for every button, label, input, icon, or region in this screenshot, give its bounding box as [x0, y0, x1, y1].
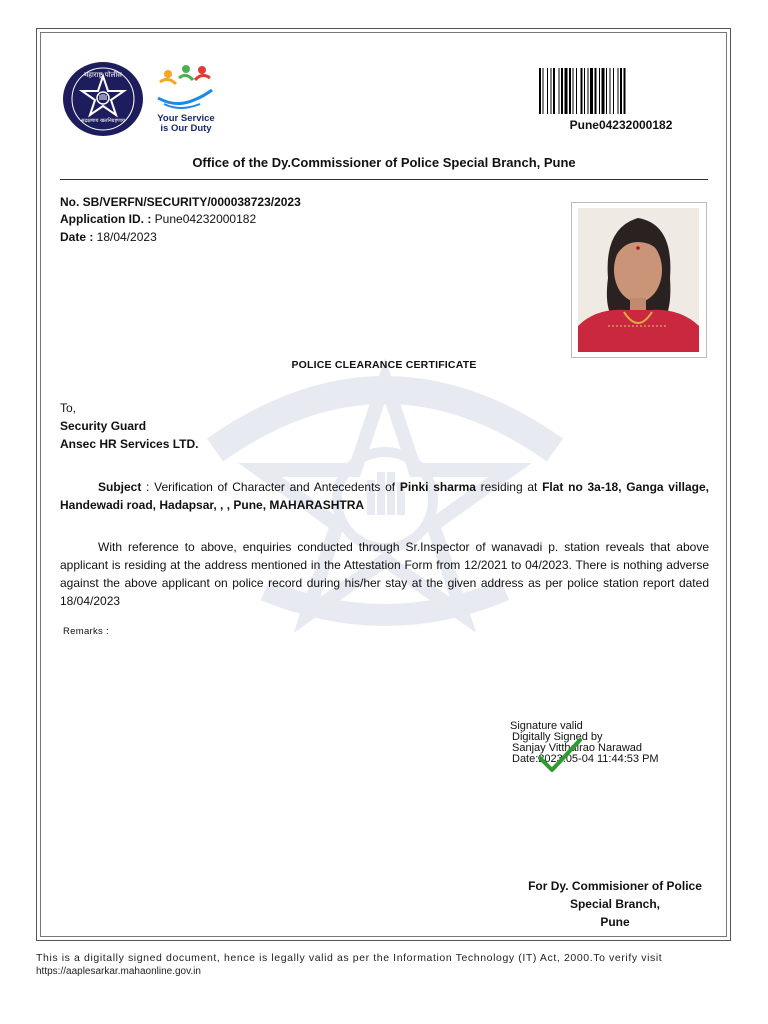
service-tagline-line1: Your Service: [157, 113, 215, 124]
barcode-bar: [561, 68, 563, 114]
addressee-to: To,: [60, 401, 77, 415]
barcode-bar: [581, 68, 583, 114]
header-divider: [60, 179, 708, 180]
emblem-top-text: महाराष्ट्र पोलीस: [84, 71, 122, 79]
barcode-bar: [606, 68, 607, 114]
application-id-value: Pune04232000182: [151, 212, 257, 226]
signoff-block: [520, 877, 710, 931]
signature-date: Date:2023.05-04 11:44:53 PM: [512, 753, 659, 765]
barcode-bar: [602, 68, 605, 114]
maharashtra-police-emblem: [63, 62, 143, 136]
issue-date-label: Date :: [60, 230, 94, 244]
subject-residing-text: residing at: [475, 480, 543, 494]
addressee-block: [60, 399, 199, 453]
signoff-line3: Pune: [600, 915, 630, 929]
digital-signature-block: [510, 721, 659, 765]
barcode-bar: [599, 68, 600, 114]
barcode-bar: [620, 68, 622, 114]
barcode-bar: [595, 68, 597, 114]
barcode-graphic: [538, 68, 704, 114]
applicant-portrait-image: [578, 208, 699, 352]
application-id: [60, 210, 256, 228]
applicant-name: Pinki sharma: [399, 480, 476, 494]
certificate-title: POLICE CLEARANCE CERTIFICATE: [291, 359, 477, 371]
barcode-bar: [543, 68, 544, 114]
issue-date-value: 18/04/2023: [93, 230, 157, 244]
signature-status: Signature valid: [510, 720, 583, 732]
addressee-company: Ansec HR Services LTD.: [60, 437, 199, 451]
signoff-line1: For Dy. Commisioner of Police: [528, 879, 702, 893]
barcode-number: Pune04232000182: [569, 118, 673, 132]
barcode-bar: [565, 68, 568, 114]
barcode: [538, 68, 704, 114]
barcode-bar: [559, 68, 560, 114]
barcode-bar: [613, 68, 614, 114]
barcode-bar: [618, 68, 619, 114]
issue-date: [60, 228, 157, 246]
barcode-bar: [624, 68, 626, 114]
barcode-bar: [610, 68, 611, 114]
addressee-designation: Security Guard: [60, 419, 147, 433]
remarks-label: Remarks :: [63, 626, 109, 637]
barcode-bar: [590, 68, 593, 114]
service-tagline: [148, 114, 224, 134]
footer-legal-text: This is a digitally signed document, hence is legally valid as per the Information Technology (IT) Act, 2000.To verify visit: [36, 952, 663, 964]
office-title: Office of the Dy.Commissioner of Police Special Branch, Pune: [192, 155, 576, 170]
applicant-photo: [578, 208, 699, 352]
application-id-label: Application ID. :: [60, 212, 152, 226]
barcode-bar: [588, 68, 589, 114]
barcode-bar: [573, 68, 574, 114]
barcode-bar: [569, 68, 571, 114]
applicant-address: Flat no 3a-18, Ganga village, Handewadi road, Hadapsar, , , Pune, MAHARASHTRA: [60, 480, 709, 512]
signature-valid-checkmark: [536, 736, 584, 776]
barcode-bar: [553, 68, 555, 114]
service-tagline-line2: is Our Duty: [160, 123, 212, 134]
emblem-motto-text: सद्रक्षणाय खलनिग्रहणाय: [81, 118, 125, 124]
barcode-bar: [576, 68, 577, 114]
service-people-icon: [150, 60, 222, 116]
reference-number: No. SB/VERFN/SECURITY/000038723/2023: [60, 195, 301, 209]
barcode-bar: [539, 68, 541, 114]
subject-paragraph: [60, 478, 709, 514]
verification-paragraph: With reference to above, enquiries conducted through Sr.Inspector of wanavadi p. station reveals that above applicant is residing at the address mentioned in the Attestation Form from 12/2021 to 04/2023. There is nothing adverse against the above applicant on police record during his/her stay at the given address as per police station report dated 18/04/2023: [60, 540, 709, 608]
checkmark-icon: [536, 736, 584, 776]
barcode-bar: [551, 68, 552, 114]
signoff-line2: Special Branch,: [569, 897, 661, 911]
signature-signer-name: Sanjay Vitthalrao Narawad: [512, 742, 643, 754]
subject-text: : Verification of Character and Antecedents of: [141, 480, 400, 494]
signature-signed-by-label: Digitally Signed by: [512, 731, 603, 743]
verification-link[interactable]: https://aaplesarkar.mahaonline.gov.in: [36, 966, 201, 977]
subject-label: Subject: [98, 480, 142, 494]
footer-note: [36, 952, 736, 978]
barcode-bar: [547, 68, 548, 114]
barcode-bar: [584, 68, 585, 114]
